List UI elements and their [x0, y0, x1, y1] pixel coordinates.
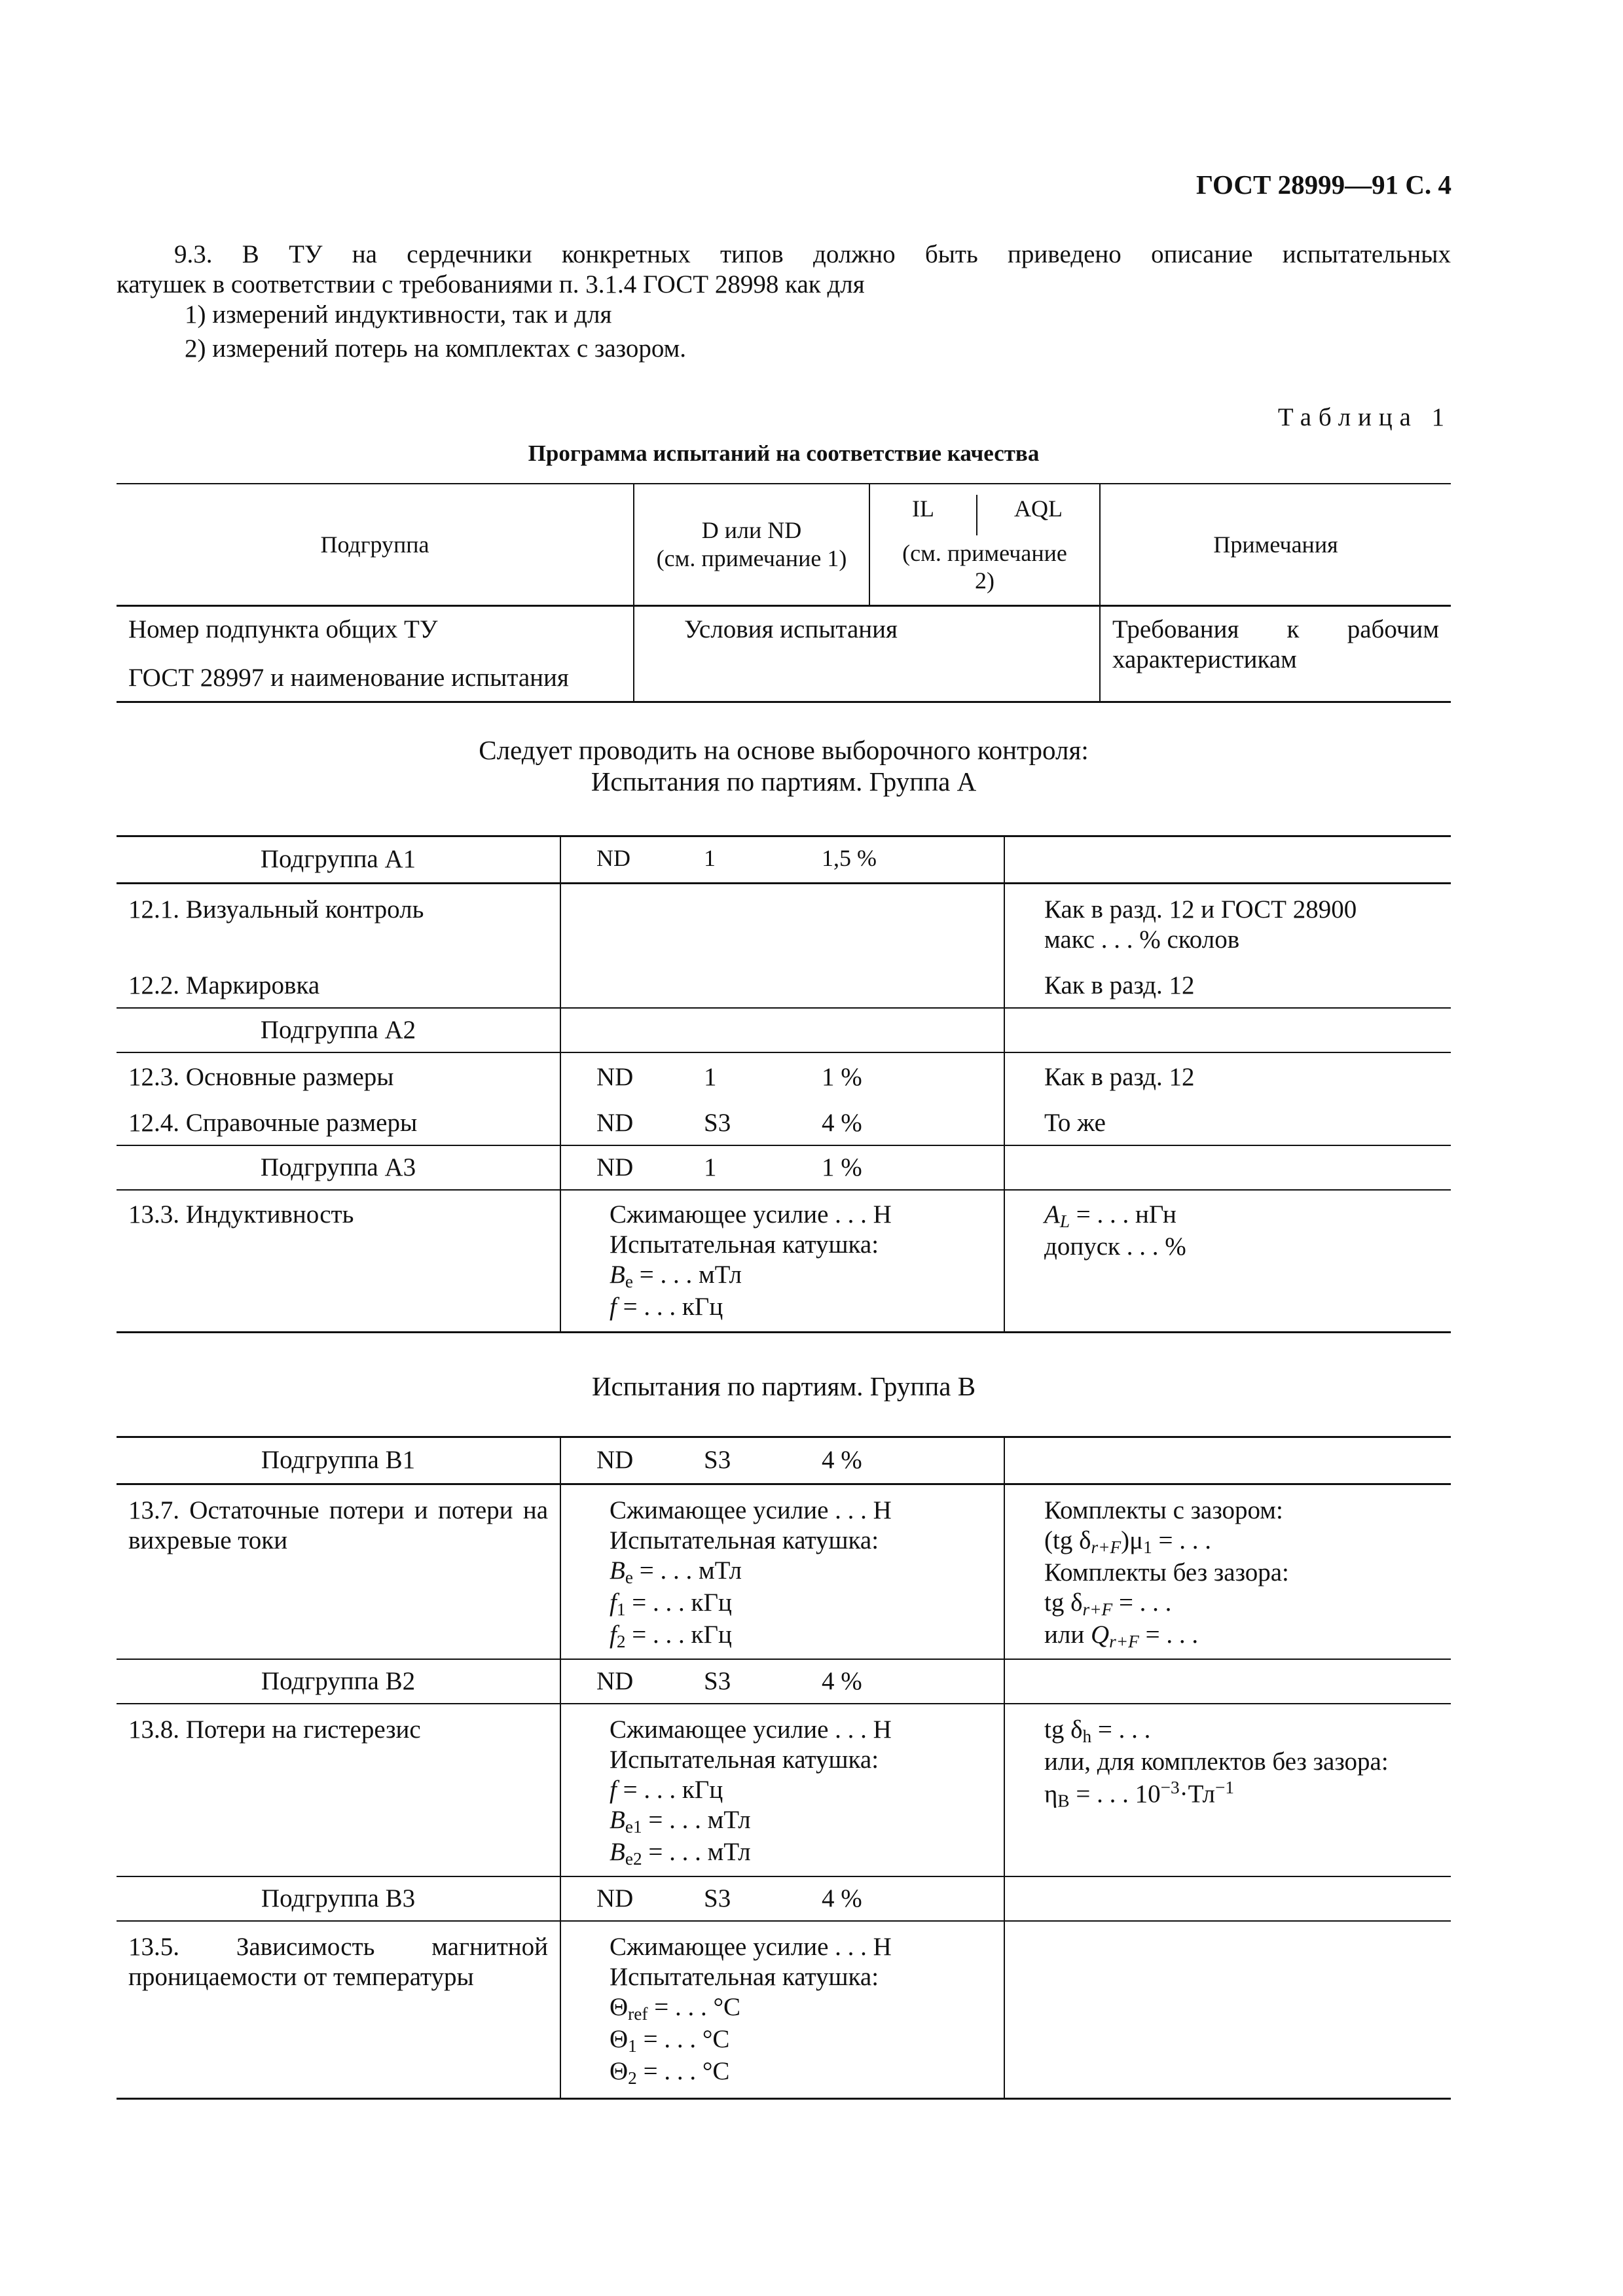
b-r1-c5-sym: f — [610, 1621, 617, 1649]
subgroup-a2-name: Подгруппа А2 — [117, 1008, 560, 1052]
b-r3-c5-val: = . . . °C — [636, 2057, 730, 2086]
b2-aql: 4 % — [822, 1667, 862, 1696]
b-r1-c3 — [610, 1556, 992, 1588]
subgroup-b3-note — [1004, 1876, 1451, 1921]
b-r2-n1 — [1044, 1715, 1439, 1747]
subgroup-a3-params — [560, 1145, 1004, 1190]
row-12-2 — [117, 961, 1451, 1008]
row-12-1-note-line2: макс . . . % сколов — [1044, 925, 1240, 954]
row-12-3-test: 12.3. Основные размеры — [128, 1063, 394, 1092]
b-r1-n5-a: или — [1044, 1621, 1091, 1649]
b-r1-n4-c: = . . . — [1112, 1588, 1172, 1617]
b-r3-c4 — [610, 2024, 992, 2056]
b-r2-n3-b: = . . . 10 — [1069, 1780, 1161, 1808]
head-d-nd — [634, 484, 869, 605]
intro-paragraph — [117, 240, 1451, 364]
row-12-1 — [117, 884, 1451, 962]
subgroup-b2-row — [117, 1659, 1451, 1704]
head-d-nd-line2: (см. примечание 1) — [656, 545, 847, 571]
subgroup-b1-name: Подгруппа В1 — [117, 1437, 560, 1484]
head-notes: Примечания — [1100, 484, 1451, 605]
b-r2-c5-sub: e2 — [625, 1848, 642, 1869]
b1-il: S3 — [704, 1446, 731, 1474]
b-r2-c4-sub: e1 — [625, 1816, 642, 1837]
b-r1-n2-c: = . . . — [1152, 1526, 1211, 1555]
row-12-4 — [117, 1099, 1451, 1145]
row-13-3-note — [1004, 1190, 1451, 1333]
b1-aql: 4 % — [822, 1446, 862, 1474]
r5-c3 — [610, 1260, 992, 1292]
b-r1-c5-sub: 2 — [616, 1631, 626, 1651]
b-r1-n2 — [1044, 1526, 1439, 1558]
b-r3-c3-a: Θ — [610, 1993, 629, 2022]
r5-n1-val: = . . . нГн — [1070, 1200, 1176, 1229]
b-r1-c3-sub: e — [625, 1567, 633, 1587]
a1-d: ND — [596, 845, 630, 871]
b-r3-c3-sub: ref — [628, 2004, 648, 2024]
group-a-caption-line1: Следует проводить на основе выборочного контроля: — [479, 735, 1089, 765]
a1-aql: 1,5 % — [822, 845, 877, 871]
b-r1-c3-val: = . . . мТл — [632, 1556, 742, 1585]
subgroup-a1-name: Подгруппа А1 — [117, 836, 560, 884]
b-r1-c4-val: = . . . кГц — [625, 1588, 732, 1617]
row-13-7-conditions — [560, 1484, 1004, 1660]
row-13-5 — [117, 1921, 1451, 2099]
subgroup-b3-params — [560, 1876, 1004, 1921]
row-12-1-conditions — [560, 884, 1004, 962]
b-r2-c5 — [610, 1837, 992, 1869]
table-group-b — [117, 1436, 1451, 2100]
b-r2-n3 — [1044, 1777, 1439, 1812]
b-r1-n1: Комплекты с зазором: — [1044, 1496, 1283, 1525]
row-12-2-test: 12.2. Маркировка — [117, 961, 560, 1008]
row-13-7 — [117, 1484, 1451, 1660]
b2-d: ND — [596, 1667, 634, 1696]
head-requirements: Требования к рабочим характеристикам — [1100, 605, 1451, 702]
head-aql: AQL — [1014, 495, 1063, 522]
subgroup-a2-row — [117, 1008, 1451, 1052]
row-13-8-note — [1004, 1704, 1451, 1876]
b-r2-n2: или, для комплектов без зазора: — [1044, 1748, 1389, 1776]
b-r2-c2: Испытательная катушка: — [610, 1746, 879, 1774]
b-r1-c5-val: = . . . кГц — [625, 1621, 732, 1649]
b-r2-c3-val: = . . . кГц — [616, 1776, 723, 1804]
r5-c3-sub: e — [625, 1271, 633, 1291]
table-title: Программа испытаний на соответствие качества — [528, 440, 1040, 466]
head-conditions: Условия испытания — [634, 605, 1100, 702]
group-a-caption-line2: Испытания по партиям. Группа А — [591, 766, 977, 797]
row-13-5-test: 13.5. Зависимость магнитной проницаемости от температуры — [128, 1933, 548, 1992]
row-12-4-params — [560, 1099, 1004, 1145]
row-12-2-note: Как в разд. 12 — [1004, 961, 1451, 1008]
r4-il: S3 — [704, 1109, 731, 1138]
subgroup-a1-note — [1004, 836, 1451, 884]
subgroup-b2-params — [560, 1659, 1004, 1704]
b-r1-c2: Испытательная катушка: — [610, 1526, 879, 1555]
head-test-number — [117, 605, 634, 702]
r5-c2: Испытательная катушка: — [610, 1230, 879, 1259]
r5-n1 — [1044, 1200, 1439, 1232]
a3-aql: 1 % — [822, 1153, 862, 1182]
b-r1-n2-a: (tg δ — [1044, 1526, 1091, 1555]
subgroup-b3-row — [117, 1876, 1451, 1921]
row-13-3-conditions — [560, 1190, 1004, 1333]
r5-c3-sym: B — [610, 1261, 625, 1289]
r5-c1: Сжимающее усилие . . . Н — [610, 1200, 892, 1229]
subgroup-b1-note — [1004, 1437, 1451, 1484]
row-12-4-note: То же — [1004, 1099, 1451, 1145]
r4-d: ND — [596, 1109, 634, 1138]
page-header: ГОСТ 28999—91 С. 4 — [1195, 170, 1451, 200]
row-12-1-note-line1: Как в разд. 12 и ГОСТ 28900 — [1044, 895, 1357, 924]
b-r2-n3-sub: B — [1057, 1791, 1070, 1811]
b-r2-c1: Сжимающее усилие . . . Н — [610, 1715, 892, 1744]
b-r2-c3-sym: f — [610, 1776, 617, 1804]
b-r3-c5-a: Θ — [610, 2057, 629, 2086]
b2-il: S3 — [704, 1667, 731, 1696]
row-12-3-note: Как в разд. 12 — [1004, 1052, 1451, 1099]
r3-il: 1 — [704, 1063, 717, 1092]
r5-c4-val: = . . . кГц — [616, 1293, 723, 1321]
row-13-5-conditions — [560, 1921, 1004, 2099]
head-il: IL — [870, 495, 977, 535]
subgroup-b2-name: Подгруппа В2 — [117, 1659, 560, 1704]
b-r3-c3-val: = . . . °C — [647, 1993, 741, 2022]
b-r1-n4-sub: r+F — [1082, 1599, 1113, 1619]
row-13-7-test: 13.7. Остаточные потери и потери на вихревые токи — [117, 1484, 560, 1660]
subgroup-b1-row — [117, 1437, 1451, 1484]
b-r2-c5-sym: B — [610, 1838, 625, 1867]
r4-aql: 4 % — [822, 1109, 862, 1138]
b3-aql: 4 % — [822, 1884, 862, 1913]
b-r1-n5 — [1044, 1620, 1439, 1652]
a3-il: 1 — [704, 1153, 717, 1182]
b-r2-c5-val: = . . . мТл — [642, 1838, 751, 1867]
group-a-caption — [117, 734, 1451, 798]
r5-c3-val: = . . . мТл — [632, 1261, 742, 1289]
r3-aql: 1 % — [822, 1063, 862, 1092]
b-r2-c4-sym: B — [610, 1806, 625, 1835]
subgroup-b3-name: Подгруппа В3 — [117, 1876, 560, 1921]
row-12-3-params — [560, 1052, 1004, 1099]
b-r2-n1-c: = . . . — [1091, 1715, 1151, 1744]
b-r2-c3 — [610, 1775, 992, 1805]
subgroup-b1-params — [560, 1437, 1004, 1484]
head-test-number-line1: Номер подпункта общих ТУ — [128, 615, 438, 643]
b-r1-n3: Комплекты без зазора: — [1044, 1558, 1289, 1587]
b-r1-c4 — [610, 1588, 992, 1620]
row-12-1-note — [1004, 884, 1451, 962]
row-13-8 — [117, 1704, 1451, 1876]
b-r3-c4-a: Θ — [610, 2025, 629, 2054]
r5-c4 — [610, 1292, 992, 1322]
b-r2-c4 — [610, 1805, 992, 1837]
intro-item-1: 1) измерений индуктивности, так и для — [185, 300, 612, 329]
b3-d: ND — [596, 1884, 634, 1913]
a1-il: 1 — [704, 845, 716, 871]
row-13-8-conditions — [560, 1704, 1004, 1876]
r5-c4-sym: f — [610, 1293, 617, 1321]
b-r1-n5-c: = . . . — [1139, 1621, 1199, 1649]
subgroup-a3-row — [117, 1145, 1451, 1190]
b1-d: ND — [596, 1446, 634, 1474]
row-12-4-test: 12.4. Справочные размеры — [117, 1099, 560, 1145]
subgroup-a3-note — [1004, 1145, 1451, 1190]
b-r3-c5-sub: 2 — [628, 2068, 637, 2089]
row-12-3 — [117, 1052, 1451, 1099]
b-r3-c4-sub: 1 — [628, 2036, 637, 2056]
b-r1-c1: Сжимающее усилие . . . Н — [610, 1496, 892, 1525]
a3-d: ND — [596, 1153, 634, 1182]
b-r1-c3-sym: B — [610, 1556, 625, 1585]
b-r2-n3-sup2: −1 — [1215, 1778, 1235, 1798]
group-b-caption: Испытания по партиям. Группа В — [591, 1371, 976, 1401]
b-r1-n2-sub2: 1 — [1143, 1537, 1152, 1557]
row-13-3-test: 13.3. Индуктивность — [128, 1200, 354, 1229]
subgroup-a3-name: Подгруппа А3 — [117, 1145, 560, 1190]
b-r3-c1: Сжимающее усилие . . . Н — [610, 1933, 892, 1962]
head-il-aql — [869, 484, 1100, 605]
b-r1-c4-sym: f — [610, 1588, 617, 1617]
head-test-number-line2: ГОСТ 28997 и наименование испытания — [128, 663, 569, 692]
b-r1-c4-sub: 1 — [616, 1599, 626, 1619]
b-r1-n4 — [1044, 1588, 1439, 1620]
b-r1-n2-sub: r+F — [1091, 1537, 1122, 1557]
subgroup-a1-params — [560, 836, 1004, 884]
b-r2-n1-a: tg δ — [1044, 1715, 1083, 1744]
subgroup-a2-params — [560, 1008, 1004, 1052]
head-il-aql-note-line2: 2) — [975, 567, 994, 594]
b3-il: S3 — [704, 1884, 731, 1913]
b-r1-n4-a: tg δ — [1044, 1588, 1083, 1617]
subgroup-a1-row — [117, 836, 1451, 884]
r5-n2: допуск . . . % — [1044, 1232, 1186, 1261]
b-r2-n1-sub: h — [1082, 1726, 1092, 1746]
row-12-1-test: 12.1. Визуальный контроль — [128, 895, 424, 924]
b-r1-n2-b: )μ — [1121, 1526, 1144, 1555]
b-r3-c3 — [610, 1992, 992, 2024]
b-r1-n5-sub: r+F — [1109, 1631, 1139, 1651]
row-13-3 — [117, 1190, 1451, 1333]
intro-item-2: 2) измерений потерь на комплектах с зазором. — [185, 334, 687, 363]
r5-n1-sym: A — [1044, 1200, 1060, 1229]
b-r2-n3-c: ·Тл — [1179, 1780, 1216, 1808]
intro-line-2: катушек в соответствии с требованиями п. 3.1.4 ГОСТ 28998 как для — [117, 270, 865, 299]
r3-d: ND — [596, 1063, 634, 1092]
row-13-7-note — [1004, 1484, 1451, 1660]
b-r2-n3-a: η — [1044, 1780, 1058, 1808]
subgroup-a2-note — [1004, 1008, 1451, 1052]
intro-line-1: 9.3. В ТУ на сердечники конкретных типов должно быть приведено описание испытательных — [174, 240, 1451, 268]
b-r3-c2: Испытательная катушка: — [610, 1963, 879, 1992]
row-13-8-test: 13.8. Потери на гистерезис — [117, 1704, 560, 1876]
r5-n1-sub: L — [1059, 1211, 1070, 1231]
b-r1-c5 — [610, 1620, 992, 1652]
row-13-5-note — [1004, 1921, 1451, 2099]
head-d-nd-line1: D или ND — [701, 517, 802, 544]
table-header — [117, 483, 1451, 703]
b-r3-c4-val: = . . . °C — [636, 2025, 730, 2054]
row-12-2-conditions — [560, 961, 1004, 1008]
head-subgroup: Подгруппа — [117, 484, 634, 605]
b-r2-n3-sup: −3 — [1160, 1778, 1180, 1798]
subgroup-b2-note — [1004, 1659, 1451, 1704]
b-r3-c5 — [610, 2056, 992, 2089]
head-il-aql-note-line1: (см. примечание — [902, 540, 1067, 566]
table-group-a — [117, 835, 1451, 1333]
b-r1-n5-sym: Q — [1090, 1621, 1110, 1649]
b-r2-c4-val: = . . . мТл — [642, 1806, 751, 1835]
table-label: Таблица 1 — [1277, 403, 1451, 431]
